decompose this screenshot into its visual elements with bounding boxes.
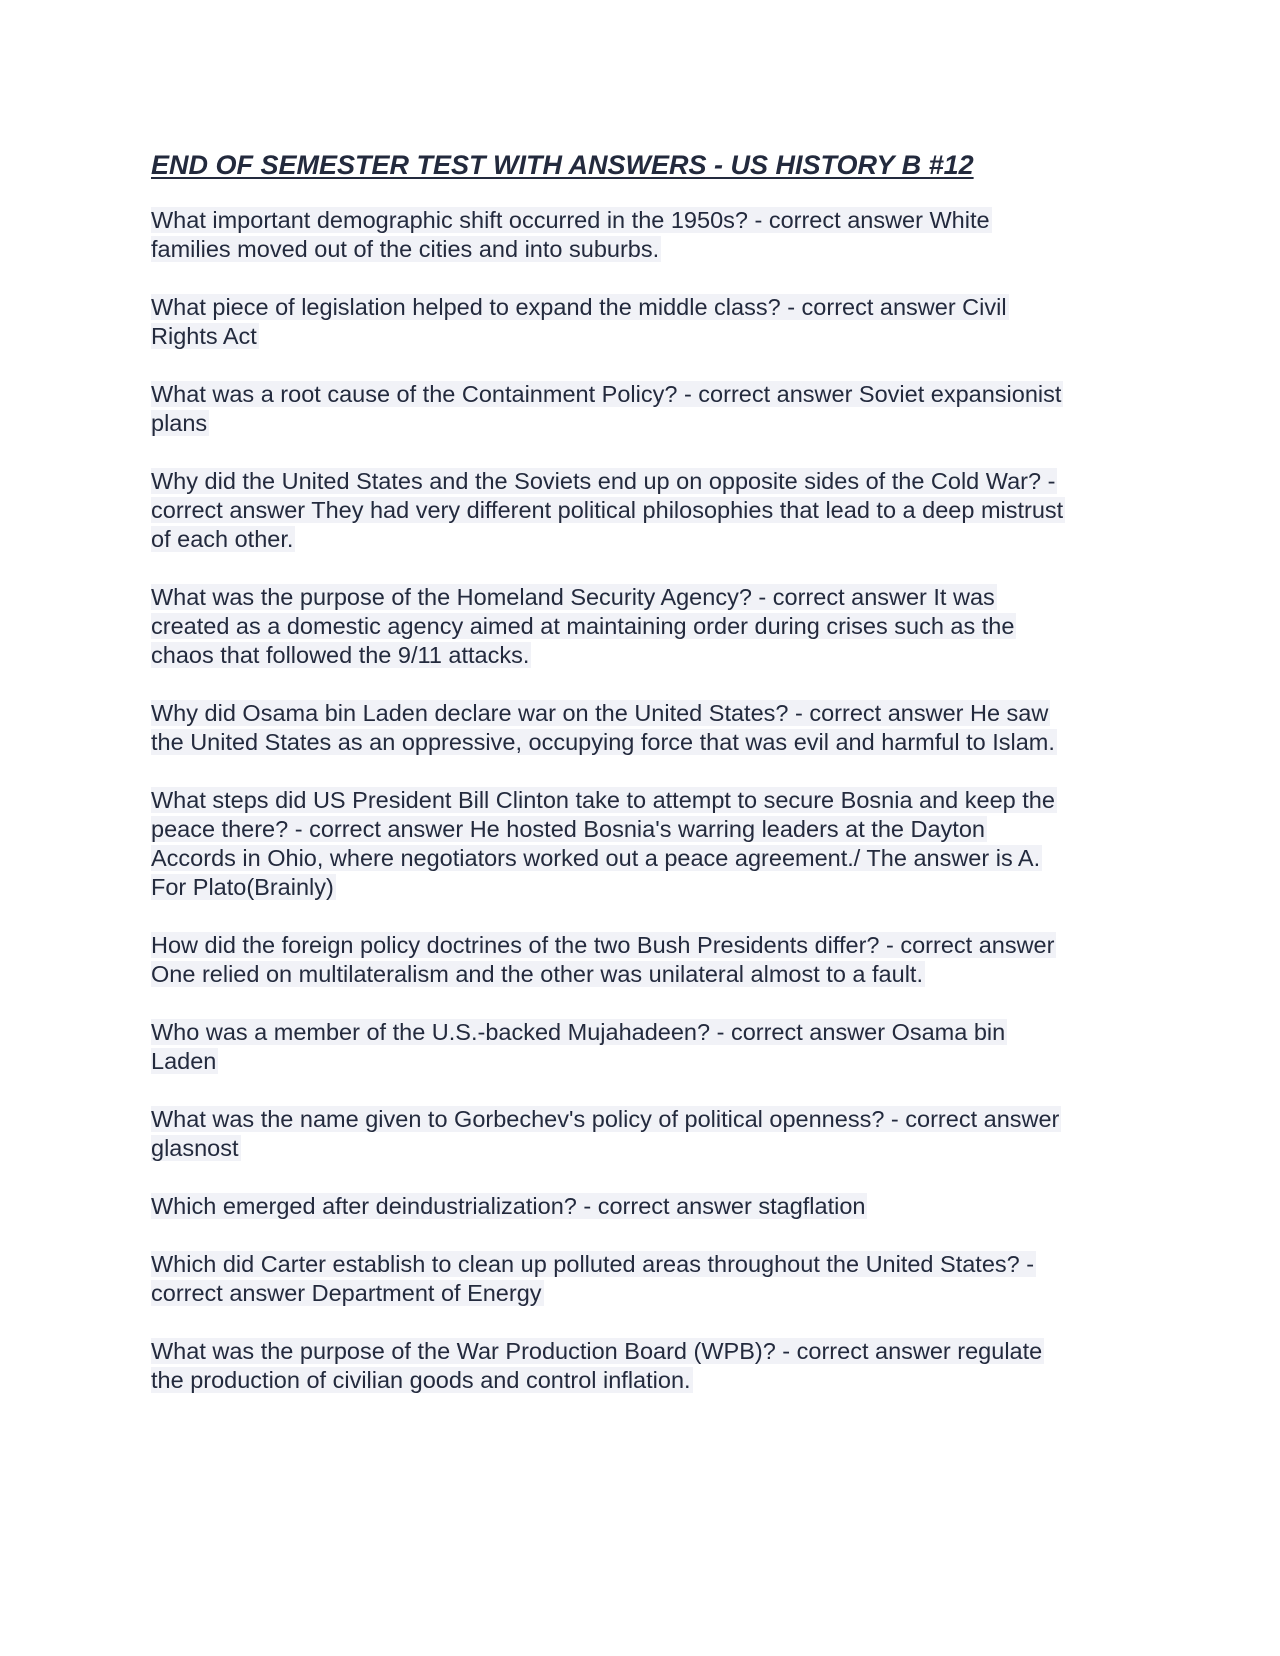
- qa-line: [151, 960, 1141, 989]
- qa-line: [151, 380, 1141, 409]
- qa-item: [151, 699, 1141, 757]
- qa-line: [151, 467, 1141, 496]
- qa-line: [151, 235, 1141, 264]
- qa-line: [151, 612, 1141, 641]
- qa-item: [151, 1250, 1141, 1308]
- qa-line: [151, 1337, 1141, 1366]
- qa-line-text: created as a domestic agency aimed at maintaining order during crises such as the: [151, 613, 1015, 639]
- qa-line-text: Why did Osama bin Laden declare war on the United States? - correct answer He saw: [151, 700, 1049, 726]
- qa-line-text: What steps did US President Bill Clinton take to attempt to secure Bosnia and keep the: [151, 787, 1055, 813]
- qa-line: [151, 1279, 1141, 1308]
- qa-line: [151, 844, 1141, 873]
- document-title: END OF SEMESTER TEST WITH ANSWERS - US HISTORY B #12: [151, 150, 974, 180]
- qa-line: [151, 1366, 1141, 1395]
- qa-line-text: the production of civilian goods and control inflation.: [151, 1367, 691, 1393]
- qa-line-text: Accords in Ohio, where negotiators worked out a peace agreement./ The answer is A.: [151, 845, 1041, 871]
- qa-line: [151, 699, 1141, 728]
- qa-item: [151, 467, 1141, 554]
- qa-line-text: correct answer Department of Energy: [151, 1280, 542, 1306]
- qa-line-text: families moved out of the cities and into suburbs.: [151, 236, 660, 262]
- qa-line-text: Which did Carter establish to clean up polluted areas throughout the United States? -: [151, 1251, 1035, 1277]
- qa-line-text: the United States as an oppressive, occupying force that was evil and harmful to Islam.: [151, 729, 1055, 755]
- qa-line: [151, 1192, 1141, 1221]
- qa-line-text: For Plato(Brainly): [151, 874, 334, 900]
- qa-line-text: peace there? - correct answer He hosted Bosnia's warring leaders at the Dayton: [151, 816, 985, 842]
- qa-line-text: chaos that followed the 9/11 attacks.: [151, 642, 530, 668]
- qa-item: [151, 380, 1141, 438]
- qa-line: [151, 1018, 1141, 1047]
- qa-line-text: What was a root cause of the Containment Policy? - correct answer Soviet expansionist: [151, 381, 1062, 407]
- qa-line-text: glasnost: [151, 1135, 239, 1161]
- qa-line-text: plans: [151, 410, 208, 436]
- qa-line: [151, 1047, 1141, 1076]
- qa-line-text: How did the foreign policy doctrines of the two Bush Presidents differ? - correct answer: [151, 932, 1055, 958]
- qa-line: [151, 206, 1141, 235]
- qa-line-text: of each other.: [151, 526, 294, 552]
- qa-line-text: What piece of legislation helped to expand the middle class? - correct answer Civil: [151, 294, 1007, 320]
- qa-line: [151, 1250, 1141, 1279]
- qa-line: [151, 293, 1141, 322]
- qa-line: [151, 641, 1141, 670]
- qa-line-text: What was the purpose of the War Production Board (WPB)? - correct answer regulate: [151, 1338, 1043, 1364]
- qa-line: [151, 1105, 1141, 1134]
- qa-line: [151, 1134, 1141, 1163]
- qa-line-text: What was the purpose of the Homeland Security Agency? - correct answer It was: [151, 584, 995, 610]
- qa-line: [151, 409, 1141, 438]
- qa-item: [151, 1105, 1141, 1163]
- qa-line-text: Laden: [151, 1048, 217, 1074]
- qa-line: [151, 931, 1141, 960]
- qa-item: [151, 1337, 1141, 1395]
- qa-line: [151, 322, 1141, 351]
- qa-line: [151, 873, 1141, 902]
- qa-item: [151, 583, 1141, 670]
- qa-line-text: Why did the United States and the Soviets end up on opposite sides of the Cold War? -: [151, 468, 1056, 494]
- qa-line: [151, 728, 1141, 757]
- qa-line-text: One relied on multilateralism and the other was unilateral almost to a fault.: [151, 961, 923, 987]
- qa-item: [151, 1018, 1141, 1076]
- qa-line: [151, 815, 1141, 844]
- qa-item: [151, 786, 1141, 902]
- qa-line: [151, 496, 1141, 525]
- qa-line-text: correct answer They had very different political philosophies that lead to a deep mistrust: [151, 497, 1064, 523]
- qa-line-text: Which emerged after deindustrialization? - correct answer stagflation: [151, 1193, 866, 1219]
- qa-item: [151, 931, 1141, 989]
- document-page: [151, 148, 1141, 1424]
- qa-line: [151, 786, 1141, 815]
- qa-item: [151, 293, 1141, 351]
- qa-line: [151, 583, 1141, 612]
- qa-line: [151, 525, 1141, 554]
- qa-line-text: Rights Act: [151, 323, 257, 349]
- qa-item: [151, 206, 1141, 264]
- qa-line-text: What was the name given to Gorbechev's policy of political openness? - correct answer: [151, 1106, 1060, 1132]
- qa-line-text: Who was a member of the U.S.-backed Mujahadeen? - correct answer Osama bin: [151, 1019, 1006, 1045]
- qa-item: [151, 1192, 1141, 1221]
- qa-list: [151, 206, 1141, 1395]
- qa-line-text: What important demographic shift occurred in the 1950s? - correct answer White: [151, 207, 990, 233]
